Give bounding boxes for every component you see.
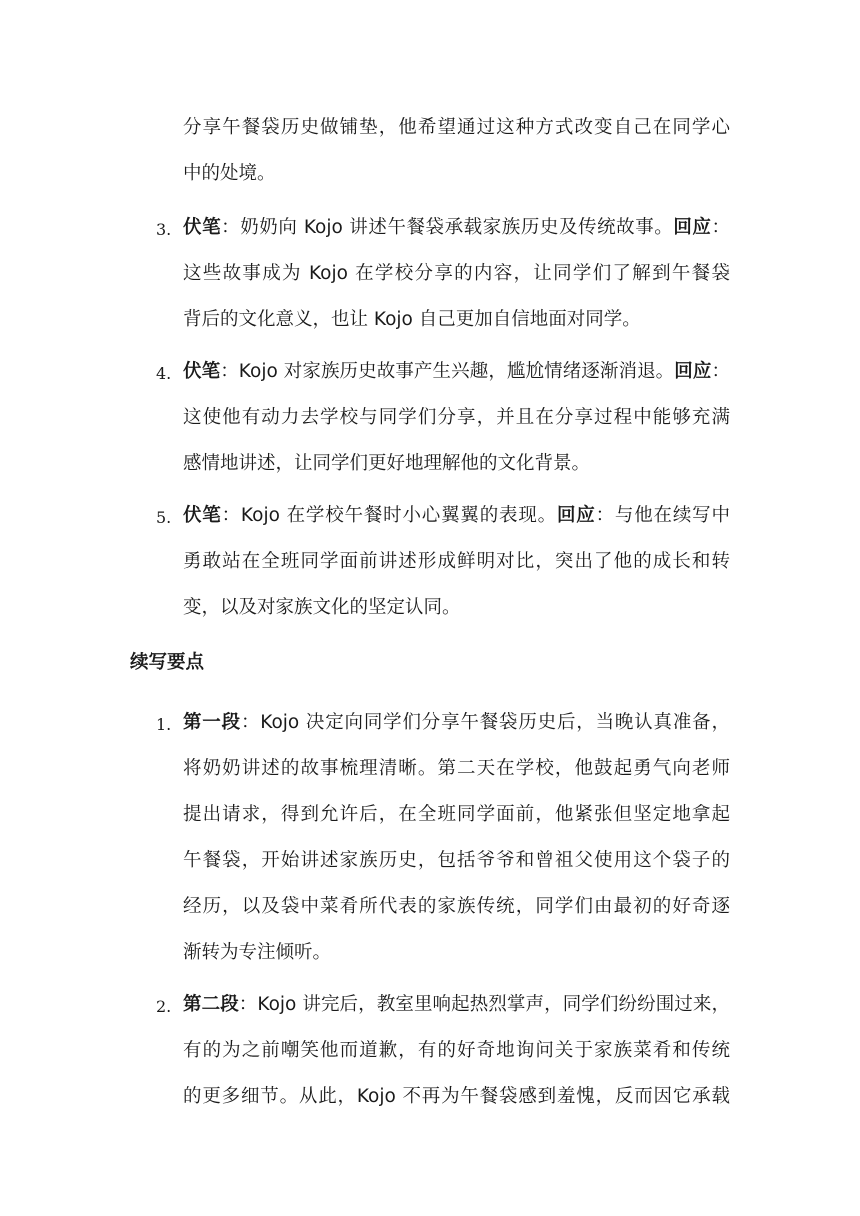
list-number: 3.: [156, 220, 172, 239]
list-item-line: 这使他有动力去学校与同学们分享，并且在分享过程中能够充满: [183, 407, 730, 428]
foreshadow-label: 伏笔: [183, 505, 222, 526]
foreshadow-text: ：Kojo 在学校午餐时小心翼翼的表现。: [221, 505, 557, 526]
list-item-first-line: [183, 993, 730, 1017]
list-number: 5.: [156, 508, 172, 527]
response-label: 回应: [556, 505, 596, 526]
list-item-line: 有的为之前嘲笑他而道歉，有的好奇地询问关于家族菜肴和传统: [183, 1040, 730, 1061]
paragraph-text: ：Kojo 讲完后，教室里响起热烈掌声，同学们纷纷围过来，: [238, 994, 730, 1015]
response-label: 回应: [674, 361, 712, 382]
paragraph-line: 分享午餐袋历史做铺垫，他希望通过这种方式改变自己在同学心: [183, 117, 730, 138]
list-item-line: 的更多细节。从此，Kojo 不再为午餐袋感到羞愧，反而因它承载: [183, 1086, 730, 1107]
list-item-first-line: [183, 360, 730, 384]
paragraph-line: 中的处境。: [183, 163, 276, 184]
response-colon: ：: [711, 361, 730, 382]
paragraph-label: 第一段: [183, 712, 241, 733]
list-item-first-line: [183, 216, 730, 240]
list-number: 1.: [156, 715, 172, 734]
foreshadow-label: 伏笔: [183, 217, 222, 238]
list-item-line: 变，以及对家族文化的坚定认同。: [183, 597, 461, 618]
list-number: 4.: [156, 364, 172, 383]
list-item-line: 将奶奶讲述的故事梳理清晰。第二天在学校，他鼓起勇气向老师: [183, 758, 730, 779]
foreshadow-text: ：Kojo 对家族历史故事产生兴趣，尴尬情绪逐渐消退。: [220, 361, 675, 382]
list-item-line: 勇敢站在全班同学面前讲述形成鲜明对比，突出了他的成长和转: [183, 551, 730, 572]
response-text: ：与他在续写中: [595, 505, 730, 526]
paragraph-label: 第二段: [183, 994, 239, 1015]
list-item-line: 提出请求，得到允许后，在全班同学面前，他紧张但坚定地拿起: [183, 804, 730, 825]
list-number: 2.: [156, 997, 172, 1016]
response-label: 回应: [673, 217, 712, 238]
list-item-line: 午餐袋，开始讲述家族历史，包括爷爷和曾祖父使用这个袋子的: [183, 850, 730, 871]
response-colon: ：: [711, 217, 730, 238]
paragraph-text: ：Kojo 决定向同学们分享午餐袋历史后，当晚认真准备，: [240, 712, 730, 733]
foreshadow-text: ：奶奶向 Kojo 讲述午餐袋承载家族历史及传统故事。: [221, 217, 674, 238]
list-item-line: 渐转为专注倾听。: [183, 942, 332, 963]
foreshadow-label: 伏笔: [183, 361, 221, 382]
list-item-line: 这些故事成为 Kojo 在学校分享的内容，让同学们了解到午餐袋: [183, 263, 730, 284]
list-item-line: 经历，以及袋中菜肴所代表的家族传统，同学们由最初的好奇逐: [183, 896, 730, 917]
section-heading: 续写要点: [130, 652, 205, 673]
list-item-line: 感情地讲述，让同学们更好地理解他的文化背景。: [183, 453, 591, 474]
list-item-first-line: [183, 504, 730, 528]
list-item-line: 背后的文化意义，也让 Kojo 自己更加自信地面对同学。: [183, 309, 641, 330]
list-item-first-line: [183, 711, 730, 735]
